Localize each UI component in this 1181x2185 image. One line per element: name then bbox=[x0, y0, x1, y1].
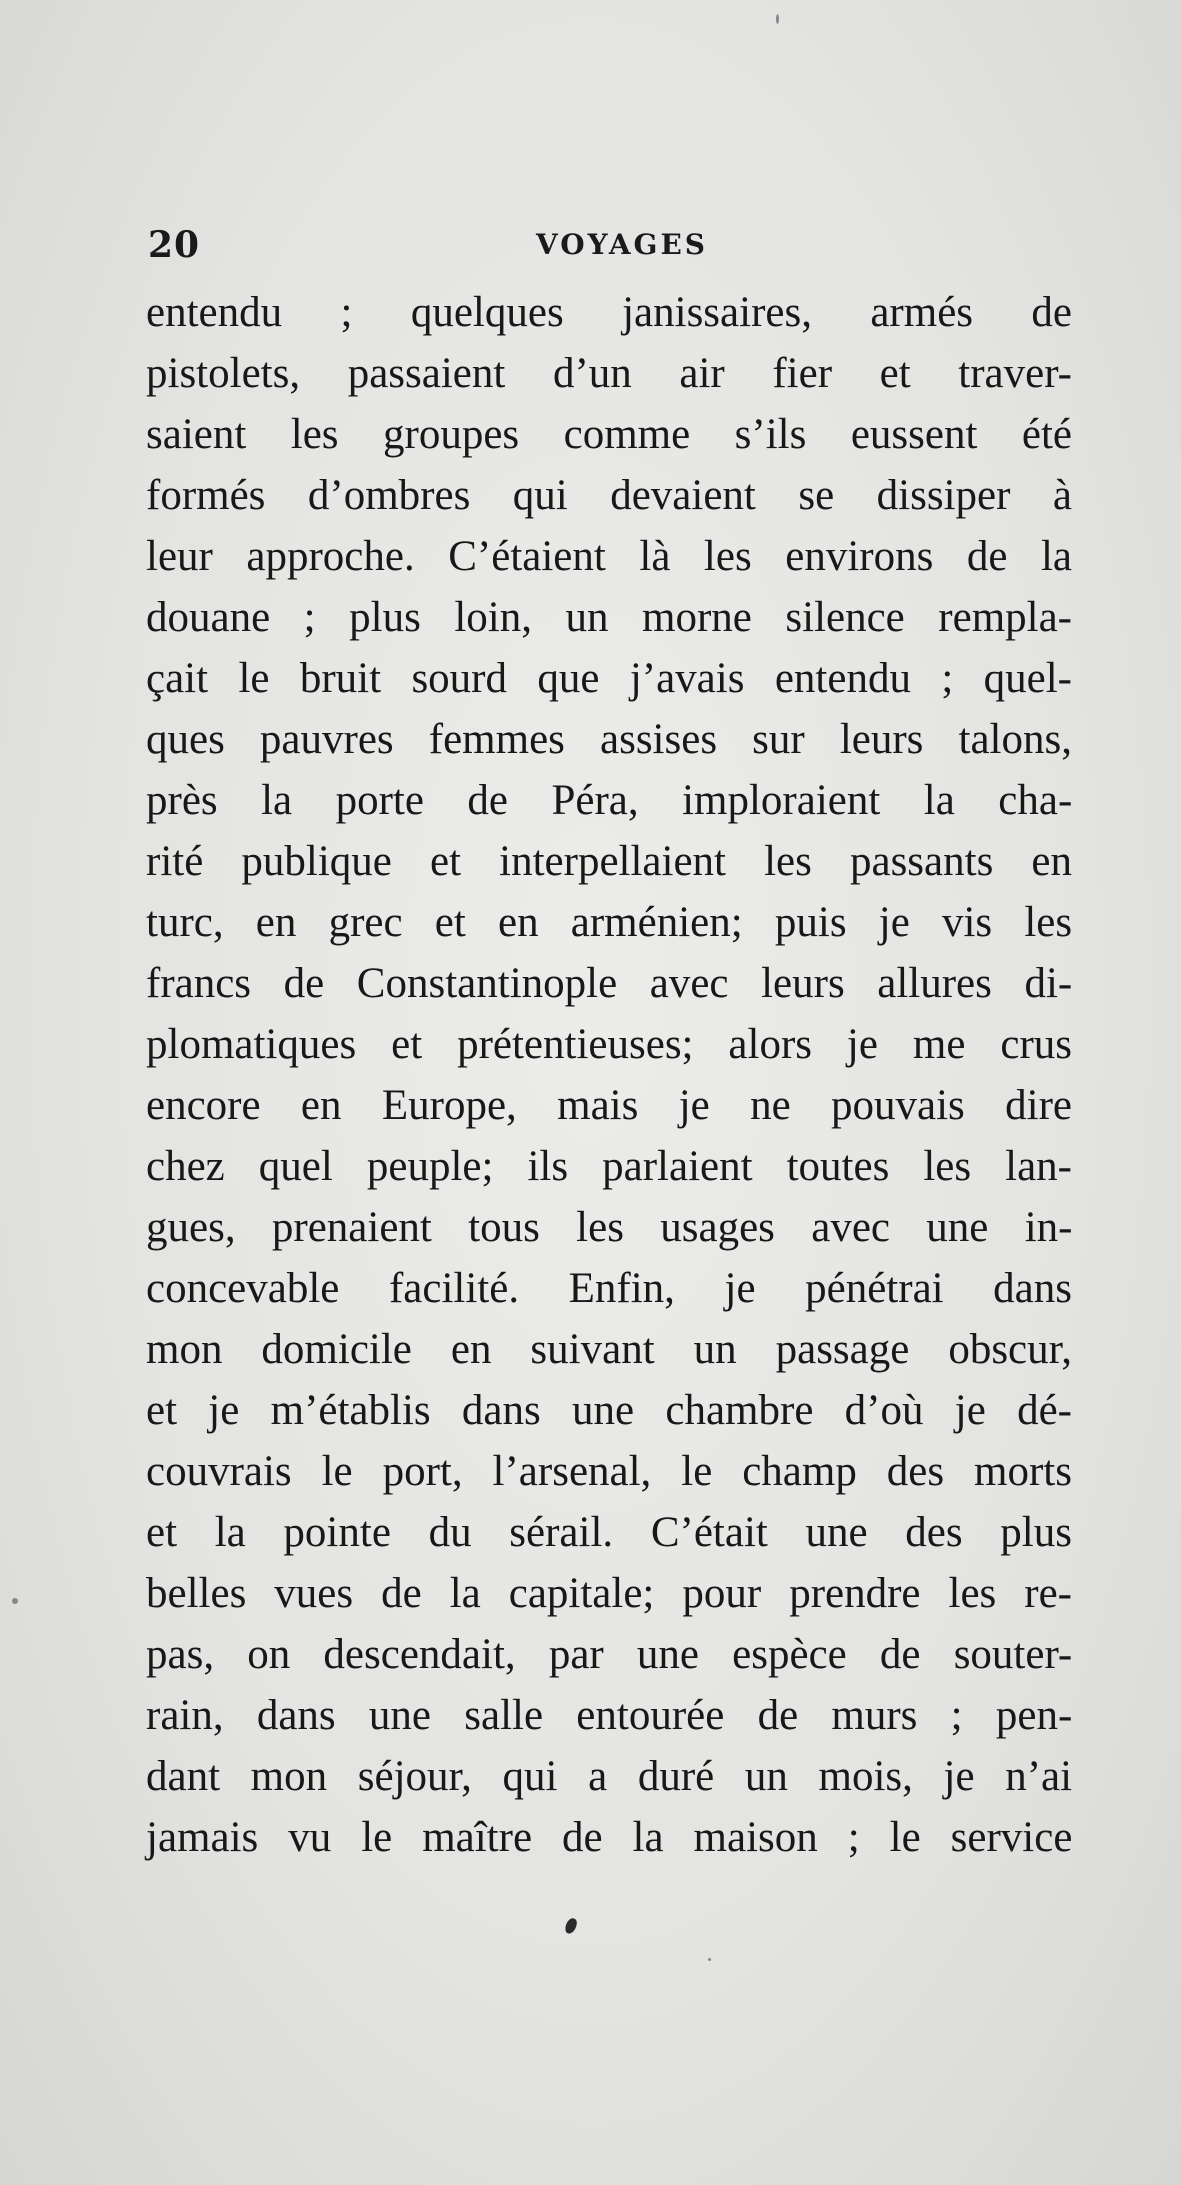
text-line: pistolets, passaient d’un air fier et traver- bbox=[146, 350, 1072, 397]
text-line: encore en Europe, mais je ne pouvais dire bbox=[146, 1082, 1072, 1129]
text-line: chez quel peuple; ils parlaient toutes les lan- bbox=[146, 1143, 1072, 1190]
text-line: formés d’ombres qui devaient se dissiper à bbox=[146, 472, 1072, 519]
text-line: couvrais le port, l’arsenal, le champ des morts bbox=[146, 1448, 1072, 1495]
ink-blot bbox=[564, 1917, 579, 1935]
text-line: belles vues de la capitale; pour prendre les re- bbox=[146, 1570, 1072, 1617]
text-line: gues, prenaient tous les usages avec une in- bbox=[146, 1204, 1073, 1251]
text-line: jamais vu le maître de la maison ; le service bbox=[146, 1814, 1073, 1861]
text-line: mon domicile en suivant un passage obscur, bbox=[146, 1326, 1072, 1373]
text-line: leur approche. C’étaient là les environs de la bbox=[146, 533, 1072, 580]
paper-speck bbox=[12, 1598, 18, 1604]
text-line: entendu ; quelques janissaires, armés de bbox=[146, 289, 1072, 336]
text-line: ques pauvres femmes assises sur leurs talons, bbox=[146, 716, 1072, 763]
text-line: saient les groupes comme s’ils eussent été bbox=[146, 411, 1072, 458]
page-header bbox=[148, 224, 1068, 264]
text-line: et je m’établis dans une chambre d’où je dé- bbox=[146, 1387, 1072, 1434]
body-text bbox=[146, 282, 1072, 1868]
paper-speck bbox=[708, 1958, 711, 1961]
running-title: VOYAGES bbox=[536, 228, 709, 261]
text-line: pas, on descendait, par une espèce de souter- bbox=[146, 1631, 1073, 1678]
text-line: douane ; plus loin, un morne silence rempla- bbox=[146, 594, 1072, 641]
text-line: concevable facilité. Enfin, je pénétrai dans bbox=[146, 1265, 1072, 1312]
text-line: rain, dans une salle entourée de murs ; pen- bbox=[146, 1692, 1073, 1739]
text-line: francs de Constantinople avec leurs allures di- bbox=[146, 960, 1073, 1007]
text-line: turc, en grec et en arménien; puis je vis les bbox=[146, 899, 1073, 946]
text-line: çait le bruit sourd que j’avais entendu ; quel- bbox=[146, 655, 1072, 702]
text-line: plomatiques et prétentieuses; alors je me crus bbox=[146, 1021, 1072, 1068]
text-line: rité publique et interpellaient les passants en bbox=[146, 838, 1072, 885]
paper-speck bbox=[776, 14, 779, 24]
text-line: et la pointe du sérail. C’était une des plus bbox=[146, 1509, 1072, 1556]
text-line: dant mon séjour, qui a duré un mois, je n’ai bbox=[146, 1753, 1073, 1800]
page-number: 20 bbox=[148, 224, 201, 266]
text-line: près la porte de Péra, imploraient la cha- bbox=[146, 777, 1073, 824]
